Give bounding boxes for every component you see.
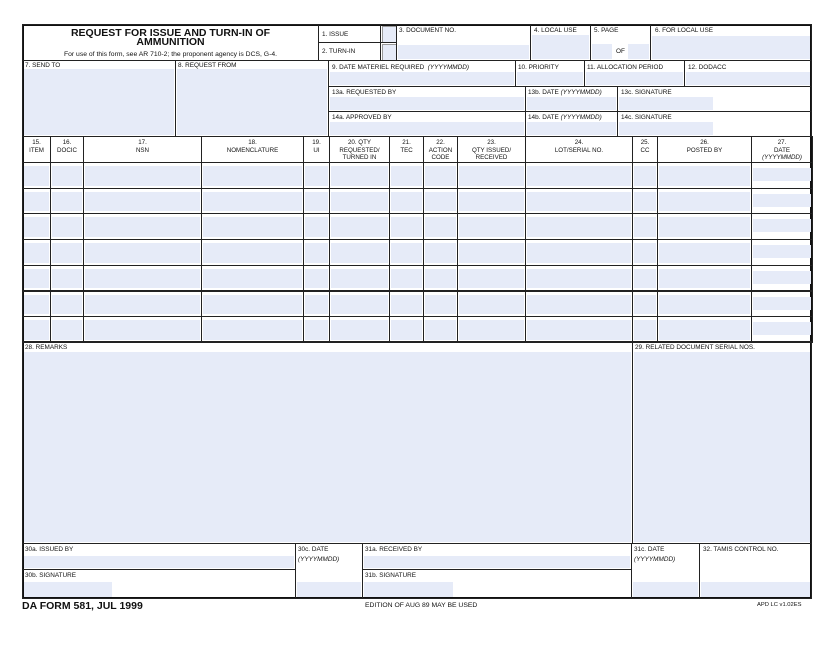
version-note: APD LC v1.02ES [757,602,802,608]
table-cell-input[interactable] [331,243,388,263]
for-local-use-label: 6. FOR LOCAL USE [655,27,714,34]
turnin-label: 2. TURN-IN [322,48,356,55]
table-cell [423,265,458,292]
table-cell-input[interactable] [85,243,200,263]
signature-30b-label: 30b. SIGNATURE [25,572,77,579]
table-cell-input[interactable] [203,217,302,237]
signature-13c-input[interactable] [619,97,713,110]
table-cell-input[interactable] [203,166,302,186]
table-cell [657,239,752,266]
table-cell [632,316,658,343]
date-13b-input[interactable] [527,97,616,110]
table-cell [632,213,658,240]
table-cell [389,265,424,292]
table-cell [525,291,633,318]
table-cell [457,213,526,240]
table-cell [50,213,84,240]
page-label: 5. PAGE [594,27,619,34]
table-cell-input[interactable] [459,166,524,186]
table-cell-input[interactable] [659,243,750,263]
table-cell-input[interactable] [459,217,524,237]
request-from-input[interactable] [177,69,327,135]
table-cell [423,188,458,215]
table-cell-input[interactable] [527,295,631,315]
column-header: 18. NOMENCLATURE [201,136,304,163]
table-cell [303,265,330,292]
table-cell-input[interactable] [753,271,811,284]
table-cell [525,213,633,240]
table-cell-input[interactable] [425,269,456,289]
table-cell [389,239,424,266]
table-cell [457,265,526,292]
table-cell [201,265,304,292]
table-cell [22,239,51,266]
table-cell-input[interactable] [331,269,388,289]
signature-30b-input[interactable] [24,582,112,597]
table-cell-input[interactable] [753,219,811,232]
column-header: 27. DATE (YYYYMMDD) [751,136,813,163]
allocation-period-label: 11. ALLOCATION PERIOD [587,64,664,71]
requested-by-input[interactable] [330,97,524,110]
form-title-line2: AMMUNITION [136,36,205,48]
column-header: 25. CC [632,136,658,163]
table-cell-input[interactable] [203,192,302,212]
table-cell [22,291,51,318]
table-cell-input[interactable] [85,192,200,212]
signature-31b-input[interactable] [364,582,453,597]
table-cell [201,291,304,318]
column-header: 19. UI [303,136,330,163]
table-cell-input[interactable] [85,320,200,340]
remarks-label: 28. REMARKS [25,344,68,351]
table-cell [201,213,304,240]
table-cell [83,188,202,215]
table-cell [201,162,304,189]
table-cell-input[interactable] [85,166,200,186]
received-by-label: 31a. RECEIVED BY [365,546,423,553]
date-14b-input[interactable] [527,122,616,135]
priority-label: 10. PRIORITY [518,64,559,71]
table-cell-input[interactable] [527,243,631,263]
table-cell [201,316,304,343]
title-block [22,24,319,61]
column-header: 26. POSTED BY [657,136,752,163]
table-cell [50,316,84,343]
table-cell [632,188,658,215]
table-cell-input[interactable] [634,320,656,340]
column-header: 20. QTY REQUESTED/ TURNED IN [329,136,390,163]
page-total-input[interactable] [628,44,649,59]
table-cell-input[interactable] [425,192,456,212]
column-header: 23. QTY ISSUED/ RECEIVED [457,136,526,163]
table-cell [22,188,51,215]
page-number-input[interactable] [592,44,612,59]
issued-by-input[interactable] [24,556,294,568]
column-header: 17. NSN [83,136,202,163]
table-cell [632,265,658,292]
table-cell [389,162,424,189]
table-cell-input[interactable] [659,166,750,186]
table-cell-input[interactable] [425,243,456,263]
table-cell [525,265,633,292]
table-cell [423,213,458,240]
turnin-checkbox[interactable] [382,44,397,61]
table-cell-input[interactable] [305,166,328,186]
table-cell [303,213,330,240]
table-cell [303,239,330,266]
send-to-label: 7. SEND TO [25,62,61,69]
table-cell [525,162,633,189]
table-cell [632,291,658,318]
table-cell [457,188,526,215]
table-cell-input[interactable] [753,297,811,310]
form-subtitle: For use of this form, see AR 710-2; the proponent agency is DCS, G-4. [63,51,278,58]
table-cell-input[interactable] [391,192,422,212]
send-to-input[interactable] [24,69,174,135]
table-cell [751,213,813,240]
table-cell-input[interactable] [527,192,631,212]
table-cell [657,316,752,343]
table-cell-input[interactable] [391,320,422,340]
local-use-input[interactable] [532,35,589,59]
table-cell-input[interactable] [24,192,49,212]
table-cell-input[interactable] [331,320,388,340]
table-cell [657,265,752,292]
table-cell [22,213,51,240]
table-cell-input[interactable] [24,320,49,340]
table-cell-input[interactable] [659,269,750,289]
table-cell [632,162,658,189]
date-required-label: 9. DATE MATERIEL REQUIRED (YYYYMMDD) [332,64,469,71]
request-from-label: 8. REQUEST FROM [178,62,237,69]
table-cell-input[interactable] [634,166,656,186]
table-cell [201,188,304,215]
table-cell-input[interactable] [52,192,82,212]
column-header: 24. LOT/SERIAL NO. [525,136,633,163]
table-cell-input[interactable] [527,217,631,237]
table-cell-input[interactable] [331,217,388,237]
column-header: 15. ITEM [22,136,51,163]
related-docs-label: 29. RELATED DOCUMENT SERIAL NOS. [635,344,755,351]
document-no-input[interactable] [398,45,529,59]
table-cell [525,239,633,266]
signature-14c-input[interactable] [619,122,713,135]
table-cell-input[interactable] [634,243,656,263]
table-cell [423,239,458,266]
table-cell [389,188,424,215]
approved-by-input[interactable] [330,122,524,135]
table-cell-input[interactable] [391,295,422,315]
table-cell [50,188,84,215]
requested-by-label: 13a. REQUESTED BY [332,89,397,96]
table-cell-input[interactable] [203,243,302,263]
table-cell [389,291,424,318]
table-cell-input[interactable] [305,243,328,263]
table-cell [83,316,202,343]
form-title-line1: REQUEST FOR ISSUE AND TURN-IN OF [70,27,271,39]
table-cell-input[interactable] [391,166,422,186]
table-cell-input[interactable] [52,243,82,263]
table-cell [751,265,813,292]
table-cell-input[interactable] [634,217,656,237]
date-13b-label: 13b. DATE (YYYYMMDD) [528,89,602,96]
table-cell [751,316,813,343]
issued-by-label: 30a. ISSUED BY [25,546,74,553]
table-cell [50,239,84,266]
table-cell-input[interactable] [24,269,49,289]
table-cell [329,213,390,240]
table-cell-input[interactable] [24,166,49,186]
table-cell [657,213,752,240]
signature-14c-label: 14c. SIGNATURE [621,114,672,121]
table-cell-input[interactable] [425,295,456,315]
edition-note: EDITION OF AUG 89 MAY BE USED [365,602,478,609]
table-cell-input[interactable] [391,217,422,237]
table-cell [657,162,752,189]
table-cell [303,188,330,215]
dodacc-input[interactable] [686,72,810,85]
table-cell [329,291,390,318]
signature-31b-label: 31b. SIGNATURE [365,572,417,579]
form-number: DA FORM 581, JUL 1999 [22,600,143,612]
signature-13c-label: 13c. SIGNATURE [621,89,672,96]
table-cell-input[interactable] [753,168,811,181]
table-cell [83,162,202,189]
table-cell-input[interactable] [85,269,200,289]
table-cell-input[interactable] [203,295,302,315]
table-cell [389,213,424,240]
table-cell [657,291,752,318]
table-cell [83,291,202,318]
table-cell-input[interactable] [305,320,328,340]
column-header: 16. DOCIC [50,136,84,163]
table-cell [83,239,202,266]
table-cell [525,188,633,215]
table-cell [303,291,330,318]
table-cell-input[interactable] [527,269,631,289]
table-cell [457,239,526,266]
issue-label: 1. ISSUE [322,31,349,38]
table-cell [303,162,330,189]
table-cell-input[interactable] [331,295,388,315]
table-cell-input[interactable] [459,192,524,212]
table-cell [329,239,390,266]
date-required-input[interactable] [330,72,514,85]
table-cell [83,213,202,240]
table-cell [22,162,51,189]
table-cell-input[interactable] [634,192,656,212]
table-cell-input[interactable] [203,320,302,340]
table-cell-input[interactable] [659,192,750,212]
table-cell-input[interactable] [659,320,750,340]
table-cell-input[interactable] [52,295,82,315]
table-cell [751,188,813,215]
document-no-label: 3. DOCUMENT NO. [399,27,457,34]
related-docs-input[interactable] [634,352,810,542]
table-cell-input[interactable] [305,217,328,237]
date-31c-format: (YYYYMMDD) [634,556,676,563]
allocation-period-input[interactable] [586,72,683,85]
date-14b-label: 14b. DATE (YYYYMMDD) [528,114,602,121]
table-cell-input[interactable] [425,217,456,237]
table-cell [751,239,813,266]
table-cell-input[interactable] [52,320,82,340]
date-30c-format: (YYYYMMDD) [298,556,340,563]
table-cell-input[interactable] [634,295,656,315]
page-of-label: OF [616,48,625,55]
table-cell-input[interactable] [85,295,200,315]
table-cell [329,188,390,215]
table-cell-input[interactable] [52,269,82,289]
date-31c-input[interactable] [633,582,698,597]
table-cell [525,316,633,343]
table-cell [751,162,813,189]
table-cell [457,162,526,189]
table-cell-input[interactable] [52,217,82,237]
table-cell-input[interactable] [24,217,49,237]
table-cell [83,265,202,292]
table-cell-input[interactable] [527,320,631,340]
column-header: 22. ACTION CODE [423,136,458,163]
table-cell-input[interactable] [52,166,82,186]
table-cell-input[interactable] [459,243,524,263]
remarks-input[interactable] [24,352,631,542]
table-cell [329,316,390,343]
table-cell-input[interactable] [634,269,656,289]
for-local-use-input[interactable] [652,36,810,59]
priority-input[interactable] [517,72,583,85]
table-cell [423,291,458,318]
table-cell [303,316,330,343]
table-cell [50,265,84,292]
received-by-input[interactable] [364,556,630,568]
table-cell-input[interactable] [425,320,456,340]
table-cell-input[interactable] [24,295,49,315]
approved-by-label: 14a. APPROVED BY [332,114,392,121]
table-cell [50,291,84,318]
table-cell-input[interactable] [24,243,49,263]
table-cell-input[interactable] [459,295,524,315]
table-cell-input[interactable] [85,217,200,237]
table-cell-input[interactable] [331,166,388,186]
table-cell [457,291,526,318]
table-cell [22,316,51,343]
table-cell [632,239,658,266]
table-cell-input[interactable] [527,166,631,186]
table-cell-input[interactable] [659,217,750,237]
table-cell-input[interactable] [305,269,328,289]
table-cell [50,162,84,189]
table-cell [423,316,458,343]
local-use-label: 4. LOCAL USE [534,27,577,34]
table-cell-input[interactable] [753,322,811,335]
table-cell [751,291,813,318]
issue-checkbox[interactable] [382,26,397,43]
table-cell-input[interactable] [753,245,811,258]
tamis-input[interactable] [701,582,810,597]
table-cell-input[interactable] [659,295,750,315]
table-cell-input[interactable] [425,166,456,186]
table-cell-input[interactable] [331,192,388,212]
table-cell [657,188,752,215]
table-cell-input[interactable] [391,243,422,263]
date-30c-input[interactable] [297,582,361,597]
table-cell [389,316,424,343]
date-31c-label: 31c. DATE [634,546,665,553]
table-cell-input[interactable] [305,295,328,315]
table-cell-input[interactable] [305,192,328,212]
table-cell-input[interactable] [203,269,302,289]
table-cell [423,162,458,189]
table-cell [201,239,304,266]
table-cell-input[interactable] [459,269,524,289]
dodacc-label: 12. DODACC [688,64,727,71]
table-cell [329,265,390,292]
table-cell [329,162,390,189]
table-cell-input[interactable] [459,320,524,340]
table-cell-input[interactable] [391,269,422,289]
column-header: 21. TEC [389,136,424,163]
table-cell [22,265,51,292]
table-cell [457,316,526,343]
tamis-label: 32. TAMIS CONTROL NO. [703,546,779,553]
date-30c-label: 30c. DATE [298,546,329,553]
table-cell-input[interactable] [753,194,811,207]
